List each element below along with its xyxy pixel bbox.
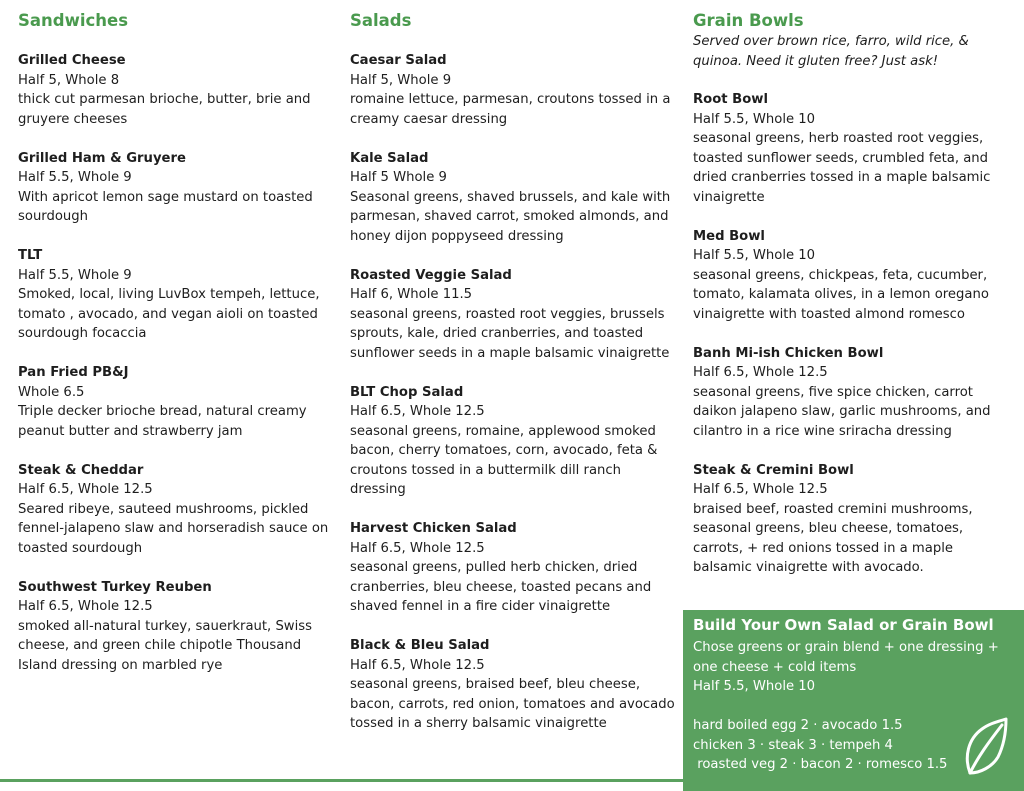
menu-item <box>18 461 336 559</box>
menu-item <box>18 363 336 441</box>
menu-item <box>693 90 1011 207</box>
item-name: Black & Bleu Salad <box>350 638 490 653</box>
menu-item <box>350 149 678 247</box>
menu-item <box>350 383 678 500</box>
item-name: Med Bowl <box>693 228 765 244</box>
item-price: Half 5.5, Whole 9 <box>18 170 132 185</box>
item-price: Half 5, Whole 8 <box>18 72 120 88</box>
item-price: Half 5.5, Whole 9 <box>18 267 132 283</box>
item-name: BLT Chop Salad <box>350 384 464 400</box>
item-description: romaine lettuce, parmesan, croutons tossed in a creamy caesar dressing <box>350 92 671 127</box>
build-your-own-heading: Build Your Own Salad or Grain Bowl <box>693 616 994 634</box>
menu-item <box>18 149 336 227</box>
build-your-own-description: Chose greens or grain blend + one dressing + one cheese + cold items <box>693 640 999 675</box>
item-price: Half 5 Whole 9 <box>350 170 447 185</box>
addon-line: chicken 3 · steak 3 · tempeh 4 <box>693 737 893 753</box>
addon-line: roasted veg 2 · bacon 2 · romesco 1.5 <box>693 757 948 772</box>
item-description: seasonal greens, chickpeas, feta, cucumber, tomato, kalamata olives, in a lemon oregano vinaigrette with toasted almond romesco <box>693 267 989 322</box>
item-price: Whole 6.5 <box>18 384 85 400</box>
item-price: Half 6.5, Whole 12.5 <box>18 599 153 614</box>
item-price: Half 6.5, Whole 12.5 <box>350 404 485 419</box>
item-description: Triple decker brioche bread, natural creamy peanut butter and strawberry jam <box>18 404 307 439</box>
item-name: Caesar Salad <box>350 53 447 68</box>
menu-item <box>18 51 336 129</box>
item-description: braised beef, roasted cremini mushrooms, seasonal greens, bleu cheese, tomatoes, carrots, + red onions tossed in a maple balsamic vinaigrette with avocado. <box>693 501 973 575</box>
item-price: Half 6.5, Whole 12.5 <box>693 482 828 497</box>
item-description: seasonal greens, roasted root veggies, brussels sprouts, kale, dried cranberries, and toasted sunflower seeds in a maple balsamic vinaigrette <box>350 306 670 361</box>
menu-item <box>350 51 678 129</box>
build-your-own-price: Half 5.5, Whole 10 <box>693 679 816 694</box>
item-name: Pan Fried PB&J <box>18 365 129 380</box>
addon-line: hard boiled egg 2 · avocado 1.5 <box>693 718 903 733</box>
salads-column <box>350 10 678 734</box>
menu-item <box>18 246 336 344</box>
item-name: TLT <box>18 248 43 263</box>
sandwiches-heading: Sandwiches <box>18 11 129 30</box>
salads-list <box>350 51 678 734</box>
item-price: Half 6.5, Whole 12.5 <box>350 657 485 673</box>
item-price: Half 5, Whole 9 <box>350 72 452 88</box>
item-description: Seared ribeye, sauteed mushrooms, pickled fennel-jalapeno slaw and horseradish sauce on toasted sourdough <box>18 501 329 556</box>
item-name: Grilled Ham & Gruyere <box>18 150 186 166</box>
menu-item <box>18 578 336 676</box>
item-name: Harvest Chicken Salad <box>350 521 517 536</box>
item-price: Half 6.5, Whole 12.5 <box>693 365 828 380</box>
menu-item <box>693 344 1011 442</box>
menu-item <box>350 636 678 734</box>
item-price: Half 6, Whole 11.5 <box>350 287 473 302</box>
item-description: seasonal greens, pulled herb chicken, dried cranberries, bleu cheese, toasted pecans and shaved fennel in a fire cider vinaigrette <box>350 560 652 614</box>
item-name: Root Bowl <box>693 92 768 107</box>
item-name: Banh Mi-ish Chicken Bowl <box>693 345 884 361</box>
item-price: Half 6.5, Whole 12.5 <box>18 482 153 497</box>
menu-item <box>350 519 678 617</box>
item-description: smoked all-natural turkey, sauerkraut, Swiss cheese, and green chile chipotle Thousand Island dressing on marbled rye <box>18 618 313 673</box>
bottom-divider <box>0 779 683 782</box>
item-name: Kale Salad <box>350 150 429 166</box>
spacer <box>693 697 1013 717</box>
item-price: Half 5.5, Whole 10 <box>693 248 816 263</box>
item-description: Seasonal greens, shaved brussels, and kale with parmesan, shaved carrot, smoked almonds, and honey dijon poppyseed dressing <box>350 189 671 244</box>
grain-bowls-list <box>693 90 1011 578</box>
item-price: Half 5.5, Whole 10 <box>693 111 816 127</box>
item-description: seasonal greens, herb roasted root veggies, toasted sunflower seeds, crumbled feta, and dried cranberries tossed in a maple balsamic vinaigrette <box>693 131 991 205</box>
menu-item <box>350 266 678 364</box>
build-your-own-panel <box>683 610 1024 791</box>
item-description: With apricot lemon sage mustard on toasted sourdough <box>18 189 313 224</box>
item-name: Southwest Turkey Reuben <box>18 579 212 595</box>
item-description: seasonal greens, five spice chicken, carrot daikon jalapeno slaw, garlic mushrooms, and cilantro in a rice wine sriracha dressing <box>693 384 991 439</box>
item-description: seasonal greens, braised beef, bleu cheese, bacon, carrots, red onion, tomatoes and avocado tossed in a sherry balsamic vinaigrette <box>350 677 675 731</box>
item-name: Roasted Veggie Salad <box>350 267 512 283</box>
item-price: Half 6.5, Whole 12.5 <box>350 540 485 556</box>
item-description: thick cut parmesan brioche, butter, brie and gruyere cheeses <box>18 92 311 127</box>
item-name: Steak & Cremini Bowl <box>693 462 854 478</box>
sandwiches-column <box>18 10 336 675</box>
item-name: Steak & Cheddar <box>18 462 144 478</box>
grain-bowls-heading: Grain Bowls <box>693 11 804 30</box>
leaf-icon <box>962 717 1010 777</box>
grain-bowls-column <box>693 10 1011 578</box>
menu-item <box>693 227 1011 325</box>
salads-heading: Salads <box>350 11 412 30</box>
sandwiches-list <box>18 51 336 675</box>
item-name: Grilled Cheese <box>18 53 126 68</box>
grain-bowls-intro: Served over brown rice, farro, wild rice, & quinoa. Need it gluten free? Just ask! <box>693 34 969 69</box>
item-description: Smoked, local, living LuvBox tempeh, lettuce, tomato , avocado, and vegan aioli on toasted sourdough focaccia <box>18 287 320 341</box>
menu-item <box>693 461 1011 578</box>
item-description: seasonal greens, romaine, applewood smoked bacon, cherry tomatoes, corn, avocado, feta & croutons tossed in a buttermilk dill ranch dressing <box>350 423 658 497</box>
